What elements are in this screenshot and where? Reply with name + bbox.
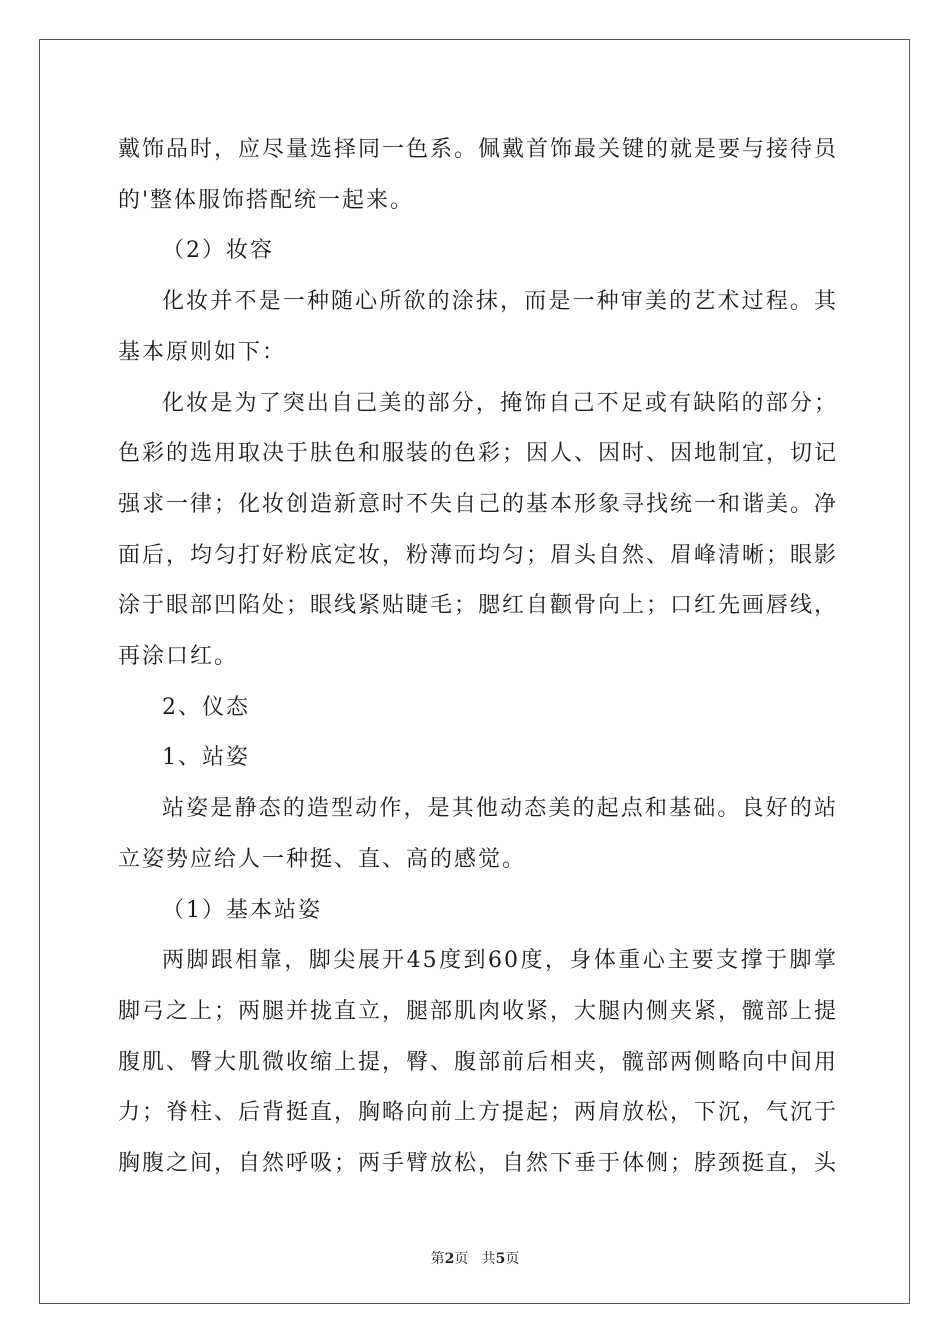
footer-page-suffix: 页 bbox=[454, 1251, 469, 1267]
paragraph-standing-intro: 站姿是静态的造型动作，是其他动态美的起点和基础。良好的站立姿势应给人一种挺、直、高的感觉。 bbox=[118, 796, 838, 872]
document-body bbox=[118, 125, 838, 1190]
paragraph-makeup-intro: 化妆并不是一种随心所欲的涂抹，而是一种审美的艺术过程。其基本原则如下： bbox=[118, 289, 838, 365]
footer-total-suffix: 页 bbox=[505, 1251, 520, 1267]
paragraph-basic-standing: 两脚跟相靠，脚尖展开45度到60度，身体重心主要支撑于脚掌脚弓之上；两腿并拢直立，腿部肌肉收紧，大腿内侧夹紧，髋部上提腹肌、臀大肌微收缩上提，臀、腹部前后相夹，髋部两侧略向中间用力；脊柱、后背挺直，胸略向前上方提起；两肩放松，下沉，气沉于胸腹之间，自然呼吸；两手臂放松，自然下垂于体侧；脖颈挺直，头 bbox=[118, 948, 839, 1177]
paragraph-accessories-continued: 戴饰品时，应尽量选择同一色系。佩戴首饰最关键的就是要与接待员的'整体服饰搭配统一起来。 bbox=[118, 137, 839, 213]
footer-total-pages: 5 bbox=[495, 1251, 506, 1267]
footer-page-number: 2 bbox=[444, 1251, 455, 1267]
heading-standing: 1、站姿 bbox=[162, 745, 250, 771]
heading-makeup: （2）妆容 bbox=[162, 238, 274, 264]
footer-page-prefix: 第 bbox=[430, 1251, 445, 1267]
heading-basic-standing: （1）基本站姿 bbox=[162, 897, 322, 923]
page-footer bbox=[0, 1248, 950, 1268]
paragraph-makeup-principles: 化妆是为了突出自己美的部分，掩饰自己不足或有缺陷的部分；色彩的选用取决于肤色和服装的色彩；因人、因时、因地制宜，切记强求一律；化妆创造新意时不失自己的基本形象寻找统一和谐美。净面后，均匀打好粉底定妆，粉薄而均匀；眉头自然、眉峰清晰；眼影涂于眼部凹陷处；眼线紧贴睫毛；腮红自颧骨向上；口红先画唇线，再涂口红。 bbox=[118, 390, 839, 670]
footer-total-prefix: 共 bbox=[481, 1251, 496, 1267]
heading-posture: 2、仪态 bbox=[162, 694, 250, 720]
